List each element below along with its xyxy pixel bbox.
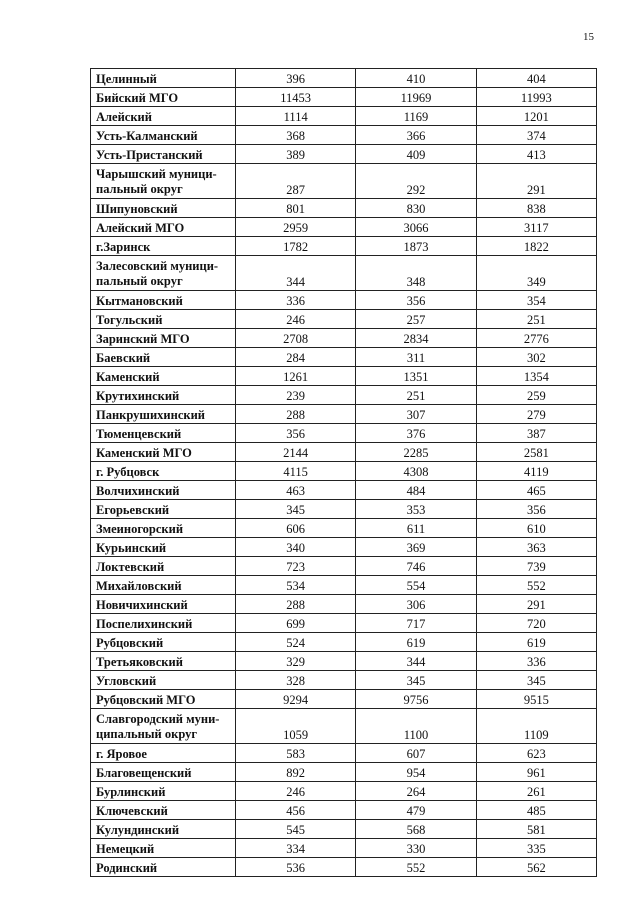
value-cell-3: 2776 (476, 329, 596, 348)
value-cell-2: 830 (356, 199, 476, 218)
district-name-cell: Благовещенский (91, 763, 236, 782)
value-cell-2: 552 (356, 858, 476, 877)
district-name-cell: Ключевский (91, 801, 236, 820)
district-name-cell: Егорьевский (91, 500, 236, 519)
value-cell-2: 479 (356, 801, 476, 820)
value-cell-1: 2144 (236, 443, 356, 462)
value-cell-2: 348 (356, 256, 476, 291)
table-row (91, 69, 597, 88)
value-cell-3: 251 (476, 310, 596, 329)
table-row (91, 164, 597, 199)
value-cell-2: 611 (356, 519, 476, 538)
value-cell-3: 1201 (476, 107, 596, 126)
value-cell-2: 366 (356, 126, 476, 145)
value-cell-3: 9515 (476, 690, 596, 709)
value-cell-3: 485 (476, 801, 596, 820)
value-cell-3: 2581 (476, 443, 596, 462)
district-name-cell: Усть-Пристанский (91, 145, 236, 164)
table-row (91, 145, 597, 164)
district-name-cell: Алейский (91, 107, 236, 126)
value-cell-3: 387 (476, 424, 596, 443)
table-row (91, 443, 597, 462)
value-cell-3: 961 (476, 763, 596, 782)
value-cell-1: 1059 (236, 709, 356, 744)
table-row (91, 348, 597, 367)
value-cell-1: 583 (236, 744, 356, 763)
value-cell-1: 239 (236, 386, 356, 405)
district-name-cell: Тогульский (91, 310, 236, 329)
value-cell-2: 353 (356, 500, 476, 519)
district-name-cell: Поспелихинский (91, 614, 236, 633)
table-row (91, 595, 597, 614)
value-cell-2: 9756 (356, 690, 476, 709)
district-name-cell: Немецкий (91, 839, 236, 858)
value-cell-2: 307 (356, 405, 476, 424)
district-name-cell: г. Рубцовск (91, 462, 236, 481)
district-name-cell: Шипуновский (91, 199, 236, 218)
district-name-cell: Локтевский (91, 557, 236, 576)
table-row (91, 386, 597, 405)
value-cell-2: 369 (356, 538, 476, 557)
value-cell-1: 463 (236, 481, 356, 500)
value-cell-3: 404 (476, 69, 596, 88)
table-row (91, 709, 597, 744)
value-cell-3: 356 (476, 500, 596, 519)
value-cell-3: 4119 (476, 462, 596, 481)
value-cell-3: 413 (476, 145, 596, 164)
table-row (91, 405, 597, 424)
value-cell-2: 2834 (356, 329, 476, 348)
value-cell-3: 720 (476, 614, 596, 633)
page-number: 15 (583, 31, 594, 43)
value-cell-1: 1782 (236, 237, 356, 256)
district-name-cell: Крутихинский (91, 386, 236, 405)
table-row (91, 218, 597, 237)
value-cell-1: 534 (236, 576, 356, 595)
table-row (91, 763, 597, 782)
value-cell-1: 246 (236, 782, 356, 801)
table-row (91, 744, 597, 763)
value-cell-3: 345 (476, 671, 596, 690)
value-cell-1: 9294 (236, 690, 356, 709)
value-cell-1: 396 (236, 69, 356, 88)
table-row (91, 801, 597, 820)
table-row (91, 126, 597, 145)
value-cell-2: 356 (356, 291, 476, 310)
value-cell-3: 291 (476, 595, 596, 614)
value-cell-3: 619 (476, 633, 596, 652)
value-cell-2: 717 (356, 614, 476, 633)
value-cell-3: 302 (476, 348, 596, 367)
table-row (91, 820, 597, 839)
district-name-cell: Тюменцевский (91, 424, 236, 443)
value-cell-2: 568 (356, 820, 476, 839)
value-cell-3: 349 (476, 256, 596, 291)
table-row (91, 424, 597, 443)
value-cell-3: 335 (476, 839, 596, 858)
district-name-cell: Целинный (91, 69, 236, 88)
table-row (91, 500, 597, 519)
table-row (91, 671, 597, 690)
value-cell-2: 746 (356, 557, 476, 576)
district-name-cell: Заринский МГО (91, 329, 236, 348)
value-cell-2: 306 (356, 595, 476, 614)
table-row (91, 107, 597, 126)
value-cell-2: 376 (356, 424, 476, 443)
value-cell-1: 356 (236, 424, 356, 443)
table-row (91, 690, 597, 709)
district-name-cell: Михайловский (91, 576, 236, 595)
district-name-cell: Рубцовский (91, 633, 236, 652)
table-row (91, 256, 597, 291)
value-cell-1: 328 (236, 671, 356, 690)
table-row (91, 88, 597, 107)
district-name-cell: Третьяковский (91, 652, 236, 671)
district-name-cell: Волчихинский (91, 481, 236, 500)
value-cell-3: 259 (476, 386, 596, 405)
value-cell-1: 246 (236, 310, 356, 329)
value-cell-2: 1169 (356, 107, 476, 126)
table-row (91, 481, 597, 500)
value-cell-1: 288 (236, 595, 356, 614)
table-row (91, 839, 597, 858)
value-cell-3: 623 (476, 744, 596, 763)
district-name-cell: Усть-Калманский (91, 126, 236, 145)
value-cell-3: 279 (476, 405, 596, 424)
value-cell-2: 11969 (356, 88, 476, 107)
district-name-cell: Кулундинский (91, 820, 236, 839)
value-cell-1: 334 (236, 839, 356, 858)
table-row (91, 367, 597, 386)
value-cell-3: 336 (476, 652, 596, 671)
value-cell-1: 287 (236, 164, 356, 199)
value-cell-2: 2285 (356, 443, 476, 462)
value-cell-1: 606 (236, 519, 356, 538)
district-name-cell: Змеиногорский (91, 519, 236, 538)
table-row (91, 310, 597, 329)
value-cell-1: 456 (236, 801, 356, 820)
value-cell-3: 261 (476, 782, 596, 801)
table-row (91, 462, 597, 481)
district-name-cell: Новичихинский (91, 595, 236, 614)
district-name-cell: Алейский МГО (91, 218, 236, 237)
district-name-cell: г.Заринск (91, 237, 236, 256)
table-row (91, 782, 597, 801)
value-cell-3: 562 (476, 858, 596, 877)
table-row (91, 291, 597, 310)
value-cell-1: 801 (236, 199, 356, 218)
district-name-cell: Бурлинский (91, 782, 236, 801)
value-cell-2: 311 (356, 348, 476, 367)
table-row (91, 614, 597, 633)
district-name-cell: Каменский МГО (91, 443, 236, 462)
table-row (91, 576, 597, 595)
value-cell-2: 3066 (356, 218, 476, 237)
table-row (91, 519, 597, 538)
district-name-cell: Родинский (91, 858, 236, 877)
district-name-cell: Каменский (91, 367, 236, 386)
value-cell-2: 1873 (356, 237, 476, 256)
table-row (91, 329, 597, 348)
value-cell-1: 284 (236, 348, 356, 367)
value-cell-1: 389 (236, 145, 356, 164)
value-cell-1: 545 (236, 820, 356, 839)
value-cell-2: 4308 (356, 462, 476, 481)
district-name-cell: Славгородский муни- ципальный округ (91, 709, 236, 744)
value-cell-3: 354 (476, 291, 596, 310)
value-cell-1: 340 (236, 538, 356, 557)
value-cell-1: 1114 (236, 107, 356, 126)
value-cell-2: 1100 (356, 709, 476, 744)
table-row (91, 557, 597, 576)
value-cell-1: 1261 (236, 367, 356, 386)
value-cell-1: 288 (236, 405, 356, 424)
value-cell-3: 3117 (476, 218, 596, 237)
value-cell-2: 257 (356, 310, 476, 329)
value-cell-1: 11453 (236, 88, 356, 107)
table-row (91, 652, 597, 671)
value-cell-2: 607 (356, 744, 476, 763)
value-cell-3: 11993 (476, 88, 596, 107)
value-cell-1: 4115 (236, 462, 356, 481)
value-cell-1: 345 (236, 500, 356, 519)
value-cell-2: 954 (356, 763, 476, 782)
table-row (91, 199, 597, 218)
district-name-cell: Бийский МГО (91, 88, 236, 107)
value-cell-2: 1351 (356, 367, 476, 386)
district-name-cell: Курьинский (91, 538, 236, 557)
value-cell-3: 465 (476, 481, 596, 500)
district-name-cell: г. Яровое (91, 744, 236, 763)
value-cell-1: 723 (236, 557, 356, 576)
value-cell-1: 699 (236, 614, 356, 633)
table-body (91, 69, 597, 877)
value-cell-2: 409 (356, 145, 476, 164)
value-cell-1: 344 (236, 256, 356, 291)
value-cell-3: 1354 (476, 367, 596, 386)
value-cell-3: 1109 (476, 709, 596, 744)
value-cell-3: 838 (476, 199, 596, 218)
value-cell-1: 368 (236, 126, 356, 145)
value-cell-2: 264 (356, 782, 476, 801)
value-cell-2: 345 (356, 671, 476, 690)
value-cell-3: 1822 (476, 237, 596, 256)
district-name-cell: Залесовский муници- пальный округ (91, 256, 236, 291)
table-row (91, 237, 597, 256)
value-cell-2: 484 (356, 481, 476, 500)
value-cell-3: 374 (476, 126, 596, 145)
value-cell-1: 329 (236, 652, 356, 671)
district-name-cell: Панкрушихинский (91, 405, 236, 424)
value-cell-1: 524 (236, 633, 356, 652)
value-cell-3: 610 (476, 519, 596, 538)
value-cell-1: 336 (236, 291, 356, 310)
value-cell-1: 892 (236, 763, 356, 782)
value-cell-2: 619 (356, 633, 476, 652)
table-row (91, 858, 597, 877)
value-cell-3: 581 (476, 820, 596, 839)
value-cell-2: 330 (356, 839, 476, 858)
value-cell-1: 2708 (236, 329, 356, 348)
table-row (91, 633, 597, 652)
value-cell-2: 410 (356, 69, 476, 88)
district-name-cell: Угловский (91, 671, 236, 690)
value-cell-3: 552 (476, 576, 596, 595)
data-table (90, 68, 597, 877)
value-cell-1: 536 (236, 858, 356, 877)
table-row (91, 538, 597, 557)
value-cell-3: 291 (476, 164, 596, 199)
value-cell-2: 344 (356, 652, 476, 671)
district-name-cell: Чарышский муници- пальный округ (91, 164, 236, 199)
value-cell-2: 251 (356, 386, 476, 405)
value-cell-3: 739 (476, 557, 596, 576)
district-name-cell: Рубцовский МГО (91, 690, 236, 709)
value-cell-3: 363 (476, 538, 596, 557)
value-cell-1: 2959 (236, 218, 356, 237)
district-name-cell: Кытмановский (91, 291, 236, 310)
value-cell-2: 292 (356, 164, 476, 199)
value-cell-2: 554 (356, 576, 476, 595)
district-name-cell: Баевский (91, 348, 236, 367)
